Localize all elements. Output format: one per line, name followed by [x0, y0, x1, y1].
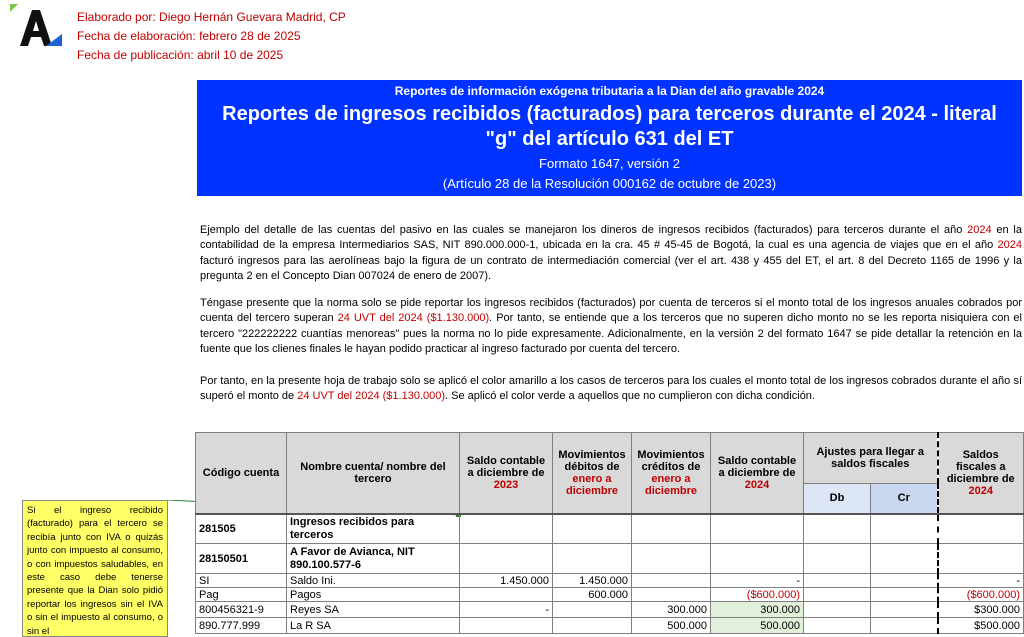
table-row: SI Saldo Ini. 1.450.000 1.450.000 - -	[196, 574, 1024, 588]
company-logo	[10, 4, 62, 48]
header-db: Db	[804, 484, 871, 514]
paragraph-colors: Por tanto, en la presente hoja de trabajo solo se aplicó el color amarillo a los casos de terceros para los cuales el monto total de los ingresos cobrados durante el año sí superó el monto de 24 UVT del 2024 ($1.130.000). Se aplicó el color verde a aquellos que no cumplieron con dicha condición.	[200, 375, 1022, 403]
author-line: Elaborado por: Diego Hernán Guevara Madrid, CP	[77, 10, 346, 24]
table-row: 890.777.999 La R SA 500.000 500.000 $500.000	[196, 618, 1024, 634]
banner-subtitle: Reportes de información exógena tributaria a la Dian del año gravable 2024	[394, 84, 825, 98]
created-date: Fecha de elaboración: febrero 28 de 2025	[77, 29, 301, 43]
table-row: 281505 Ingresos recibidos para terceros	[196, 514, 1024, 544]
banner-format: Formato 1647, versión 2	[539, 156, 680, 171]
table-row: 28150501 A Favor de Avianca, NIT 890.100.577-6	[196, 544, 1024, 574]
header-fiscal-2024: Saldos fiscales a diciembre de 2024	[938, 433, 1024, 514]
header-creditos: Movimientos créditos de enero a diciembre	[632, 433, 711, 514]
comment-note: Si el ingreso recibido (facturado) para el tercero se recibía junto con IVA o quizás junto con impuesto al consumo, o con impuestos saludables, en este caso debe tenerse presente que la Dian solo pidió reportar los ingresos sin el IVA o sin el impuesto al consumo, o sin el	[22, 500, 168, 637]
header-debitos: Movimientos débitos de enero a diciembre	[553, 433, 632, 514]
header-name: Nombre cuenta/ nombre del tercero	[287, 433, 460, 514]
table-row: 800456321-9 Reyes SA - 300.000 300.000 $300.000	[196, 602, 1024, 618]
header-saldo-2024: Saldo contable a diciembre de 2024	[711, 433, 804, 514]
banner-title-line1: Reportes de ingresos recibidos (facturados) para terceros durante el 2024 - literal	[222, 103, 997, 125]
paragraph-threshold: Téngase presente que la norma solo se pide reportar los ingresos recibidos (facturados) por cuenta de terceros si el monto total de los ingresos anuales cobrados por cuenta del tercero superan 24 UVT del 2024 ($1.130.000). Por tanto, se entiende que a los terceros que no superen dicho monto no se les reporta nisiquiera con el tercero "222222222 cuantías menoreas" pues la norma no lo pide expresamente. Adicionalmente, en la versión 2 del formato 1647 se pide detallar la retención en la fuente que los clienes finales le hayan podido practicar al ingreso facturado por cuenta del tercero.	[200, 297, 1022, 356]
accounts-table	[195, 432, 1024, 634]
title-banner	[197, 80, 1022, 196]
header-code: Código cuenta	[196, 433, 287, 514]
banner-title-line2: "g" del artículo 631 del ET	[485, 128, 734, 150]
header-saldo-2023: Saldo contable a diciembre de 2023	[460, 433, 553, 514]
paragraph-example: Ejemplo del detalle de las cuentas del pasivo en las cuales se manejaron los dineros de ingresos recibidos (facturados) para terceros durante el año 2024 en la contabilidad de la empresa Intermediarios SAS, NIT 890.000.000-1, ubicada en la cra. 45 # 45-45 de Bogotá, la cual es una agencia de viajes que en el año 2024 facturó ingresos para las aerolíneas bajo la figura de un contrato de intermediación comercial (ver el art. 438 y 455 del ET, el art. 8 del Decreto 1165 de 1996 y la pregunta 2 en el Concepto Dian 007024 de enero de 2007).	[200, 224, 1022, 283]
published-date: Fecha de publicación: abril 10 de 2025	[77, 48, 284, 62]
banner-article: (Artículo 28 de la Resolución 000162 de octubre de 2023)	[442, 176, 777, 191]
header-ajustes: Ajustes para llegar a saldos fiscales	[804, 433, 938, 484]
header-cr: Cr	[871, 484, 938, 514]
table-row: Pag Pagos 600.000 ($600.000) ($600.000)	[196, 588, 1024, 602]
